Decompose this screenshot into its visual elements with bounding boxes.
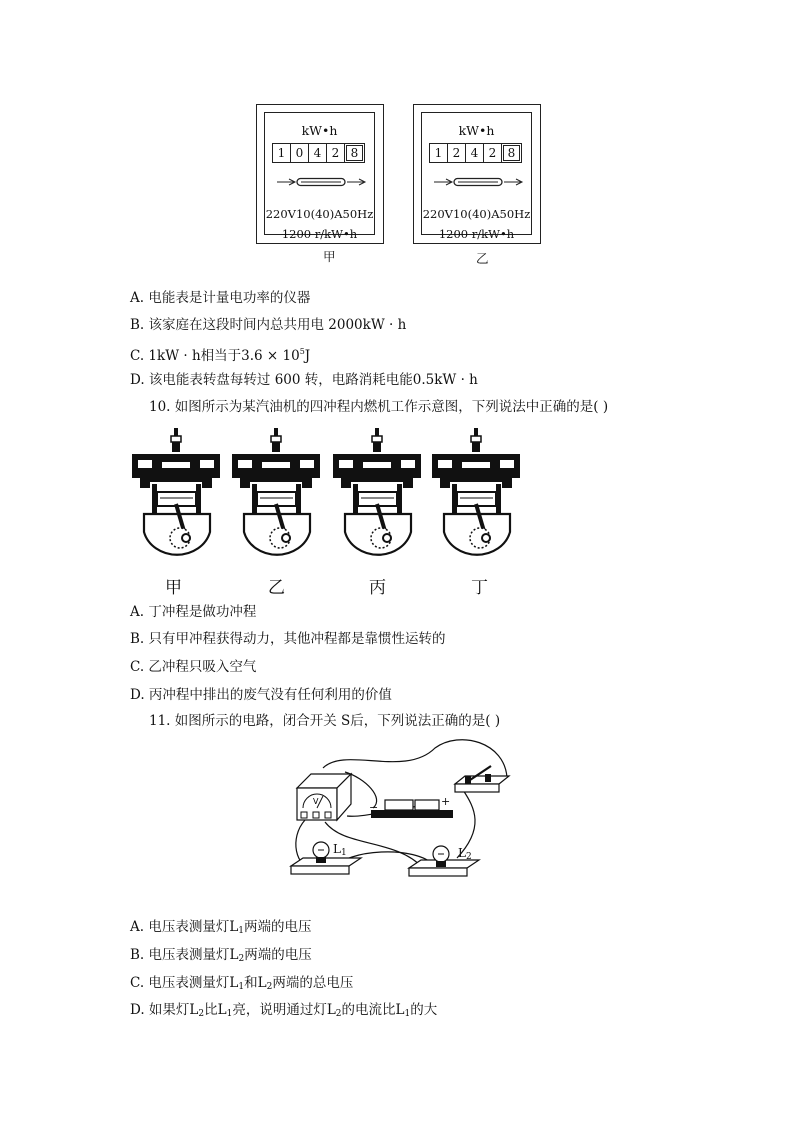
meter-yi-face: [421, 112, 532, 241]
meter-digit: 1: [429, 143, 448, 163]
meter-jia: [256, 104, 384, 244]
meter-spec: 220V10(40)A50Hz: [265, 207, 374, 221]
meter-digit: 1: [272, 143, 291, 163]
meter-digits: [430, 143, 522, 163]
meter-jia-face: [264, 112, 375, 241]
q10-option-b: B. 只有甲冲程获得动力，其他冲程都是靠惯性运转的: [130, 631, 446, 647]
meter-digit: 0: [290, 143, 309, 163]
q9-option-c: C. 1kW · h相当于$3.6 \times 10^5J$: [130, 347, 311, 364]
meter-digits: [273, 143, 365, 163]
q9-option-d: D. 该电能表转盘每转过 600 转，电路消耗电能0.5kW · h: [130, 372, 478, 388]
q10-option-a: A. 丁冲程是做功冲程: [130, 604, 257, 620]
meter-caption-jia: 甲: [323, 249, 336, 264]
q11-option-b: B. 电压表测量灯$L_2$两端的电压: [130, 947, 312, 964]
lamp-l2-label: $L_2$: [458, 846, 472, 862]
meter-digit: 2: [483, 143, 502, 163]
meter-constant: 1200 r/kW•h: [438, 227, 515, 241]
q10-option-c: C. 乙冲程只吸入空气: [130, 659, 257, 675]
q11-stem: 11. 如图所示的电路，闭合开关 S后，下列说法正确的是( ): [149, 713, 501, 729]
meter-digit-decimal: 8: [344, 143, 365, 163]
q11-option-c: C. 电压表测量灯$L_1$和$L_2$两端的总电压: [130, 975, 354, 992]
q11-option-a: A. 电压表测量灯$L_1$两端的电压: [130, 919, 312, 936]
meter-digit: 4: [465, 143, 484, 163]
meter-digit-decimal: 8: [501, 143, 522, 163]
q11-option-d: D. 如果灯$L_2$比$L_1$亮，说明通过灯$L_2$的电流比$L_1$的大: [130, 1002, 438, 1019]
engine-label-yi: 乙: [268, 578, 285, 598]
meter-unit: kW•h: [458, 123, 495, 138]
lamp-l1-label: $L_1$: [333, 842, 347, 858]
meter-digit: 4: [308, 143, 327, 163]
meter-disc-icon: [432, 175, 524, 189]
circuit-figure: [285, 738, 525, 890]
meter-spec: 220V10(40)A50Hz: [422, 207, 531, 221]
engine-label-ding: 丁: [471, 578, 488, 598]
engine-label-jia: 甲: [165, 578, 182, 598]
battery-minus-label: −: [369, 801, 379, 814]
meter-constant: 1200 r/kW•h: [281, 227, 358, 241]
meter-digit: 2: [447, 143, 466, 163]
q9-option-a: A. 电能表是计量电功率的仪器: [130, 290, 311, 306]
q10-option-d: D. 丙冲程中排出的废气没有任何利用的价值: [130, 687, 392, 703]
meter-digit: 2: [326, 143, 345, 163]
meter-yi: [413, 104, 541, 244]
svg-text:V: V: [313, 797, 319, 806]
meter-unit: kW•h: [301, 123, 338, 138]
q9-option-b: B. 该家庭在这段时间内总共用电 2000kW · h: [130, 317, 407, 333]
engine-strokes-figure: [130, 428, 525, 568]
meter-disc-icon: [275, 175, 367, 189]
q10-stem: 10. 如图所示为某汽油机的四冲程内燃机工作示意图，下列说法中正确的是( ): [149, 399, 609, 415]
engine-label-bing: 丙: [369, 578, 386, 598]
battery-plus-label: +: [441, 795, 451, 808]
meter-caption-yi: 乙: [476, 251, 489, 266]
